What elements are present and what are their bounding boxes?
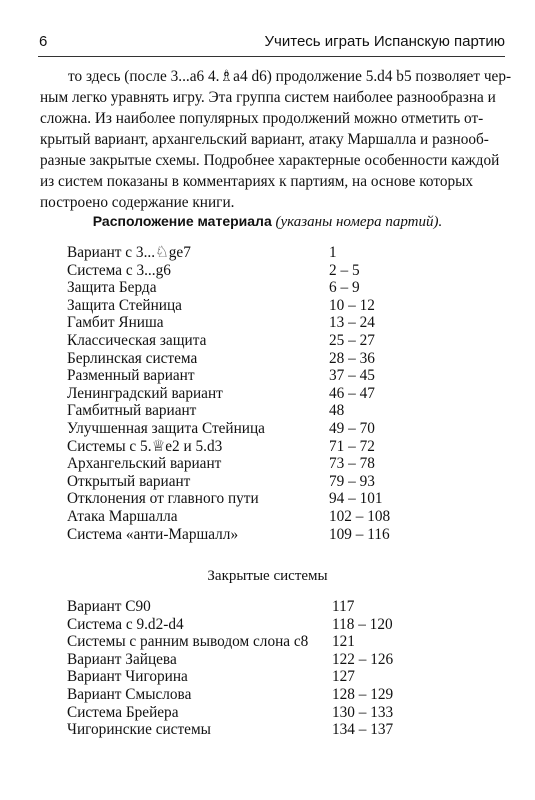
paragraph-line: из систем показаны в комментариях к партиям, на основе которых bbox=[40, 173, 474, 190]
game-numbers: 128 – 129 bbox=[332, 685, 394, 703]
variation-name: Берлинская система bbox=[67, 349, 198, 367]
contents-row bbox=[67, 385, 507, 403]
variation-name: Открытый вариант bbox=[67, 472, 191, 490]
contents-row bbox=[67, 402, 507, 420]
contents-row bbox=[67, 314, 507, 332]
contents-row bbox=[67, 262, 507, 280]
contents-row bbox=[67, 526, 507, 544]
game-numbers: 71 – 72 bbox=[329, 437, 375, 455]
game-numbers: 49 – 70 bbox=[329, 419, 375, 437]
variation-name: Защита Стейница bbox=[67, 296, 182, 314]
variation-name: Улучшенная защита Стейница bbox=[67, 419, 265, 437]
variation-name: Гамбитный вариант bbox=[67, 402, 197, 420]
contents-row bbox=[67, 633, 507, 651]
intro-paragraph bbox=[40, 66, 510, 213]
paragraph-line: то здесь (после 3...а6 4.♗a4 d6) продолжение 5.d4 b5 позволяет чер- bbox=[68, 68, 512, 85]
variation-name: Система Брейера bbox=[67, 703, 179, 721]
contents-row bbox=[67, 721, 507, 739]
contents-list-main bbox=[67, 244, 507, 543]
game-numbers: 109 – 116 bbox=[329, 525, 390, 543]
game-numbers: 127 bbox=[332, 668, 355, 686]
variation-name: Вариант с 3...♘ge7 bbox=[67, 244, 191, 261]
paragraph-line: крытый вариант, архангельский вариант, атаку Маршалла и разнооб- bbox=[40, 131, 489, 148]
variation-name: Вариант Зайцева bbox=[67, 650, 177, 668]
variation-name: Атака Маршалла bbox=[67, 507, 178, 525]
contents-row bbox=[67, 668, 507, 686]
variation-name: Классическая защита bbox=[67, 331, 207, 349]
game-numbers: 13 – 24 bbox=[329, 314, 375, 332]
variation-name: Система с 9.d2-d4 bbox=[67, 615, 184, 633]
contents-row bbox=[67, 332, 507, 350]
game-numbers: 118 – 120 bbox=[332, 615, 393, 633]
paragraph-line: разные закрытые схемы. Подробнее характерные особенности каждой bbox=[40, 152, 500, 169]
paragraph-line: ным легко уравнять игру. Эта группа систем наиболее разнообразна и bbox=[40, 89, 496, 106]
game-numbers: 1 bbox=[329, 244, 337, 261]
game-numbers: 73 – 78 bbox=[329, 455, 375, 473]
paragraph-line: сложна. Из наиболее популярных продолжений можно отметить от- bbox=[40, 110, 484, 127]
game-numbers: 2 – 5 bbox=[329, 261, 360, 279]
variation-name: Система с 3...g6 bbox=[67, 261, 171, 279]
game-numbers: 6 – 9 bbox=[329, 279, 360, 297]
contents-row bbox=[67, 279, 507, 297]
variation-name: Вариант Чигорина bbox=[67, 668, 188, 686]
game-numbers: 25 – 27 bbox=[329, 331, 375, 349]
variation-name: Отклонения от главного пути bbox=[67, 490, 259, 508]
header-rule bbox=[38, 56, 505, 57]
paragraph-line: построено содержание книги. bbox=[40, 194, 235, 211]
arrangement-heading-main: Расположение материала bbox=[92, 213, 272, 229]
game-numbers: 46 – 47 bbox=[329, 384, 375, 402]
closed-systems-heading: Закрытые системы bbox=[207, 568, 328, 584]
contents-row bbox=[67, 297, 507, 315]
game-numbers: 79 – 93 bbox=[329, 472, 375, 490]
contents-row bbox=[67, 686, 507, 704]
variation-name: Система «анти-Маршалл» bbox=[67, 525, 239, 543]
page-number: 6 bbox=[39, 33, 48, 50]
contents-row bbox=[67, 350, 507, 368]
game-numbers: 117 bbox=[332, 598, 355, 615]
contents-row bbox=[67, 616, 507, 634]
variation-name: Системы с ранним выводом слона с8 bbox=[67, 633, 309, 651]
variation-name: Архангельский вариант bbox=[67, 455, 222, 473]
contents-row bbox=[67, 704, 507, 722]
contents-row bbox=[67, 490, 507, 508]
running-header: Учитесь играть Испанскую партию bbox=[264, 33, 505, 50]
contents-row bbox=[67, 508, 507, 526]
game-numbers: 28 – 36 bbox=[329, 349, 375, 367]
variation-name: Разменный вариант bbox=[67, 367, 195, 385]
arrangement-heading bbox=[0, 213, 535, 231]
game-numbers: 122 – 126 bbox=[332, 650, 394, 668]
contents-row bbox=[67, 244, 507, 262]
contents-row bbox=[67, 420, 507, 438]
variation-name: Защита Берда bbox=[67, 279, 157, 297]
game-numbers: 94 – 101 bbox=[329, 490, 383, 508]
contents-row bbox=[67, 367, 507, 385]
arrangement-heading-note: (указаны номера партий). bbox=[271, 214, 443, 230]
game-numbers: 121 bbox=[332, 633, 355, 651]
variation-name: Системы с 5.♕e2 и 5.d3 bbox=[67, 437, 223, 455]
contents-row bbox=[67, 438, 507, 456]
contents-list-closed bbox=[67, 598, 507, 739]
game-numbers: 102 – 108 bbox=[329, 507, 391, 525]
contents-row bbox=[67, 473, 507, 491]
variation-name: Гамбит Яниша bbox=[67, 314, 164, 332]
game-numbers: 48 bbox=[329, 402, 345, 420]
contents-row bbox=[67, 651, 507, 669]
game-numbers: 130 – 133 bbox=[332, 703, 394, 721]
variation-name: Ленинградский вариант bbox=[67, 384, 223, 402]
contents-row bbox=[67, 455, 507, 473]
game-numbers: 134 – 137 bbox=[332, 721, 394, 739]
variation-name: Чигоринские системы bbox=[67, 721, 211, 739]
contents-row bbox=[67, 598, 507, 616]
variation-name: Вариант С90 bbox=[67, 598, 151, 615]
variation-name: Вариант Смыслова bbox=[67, 685, 192, 703]
game-numbers: 10 – 12 bbox=[329, 296, 375, 314]
game-numbers: 37 – 45 bbox=[329, 367, 375, 385]
